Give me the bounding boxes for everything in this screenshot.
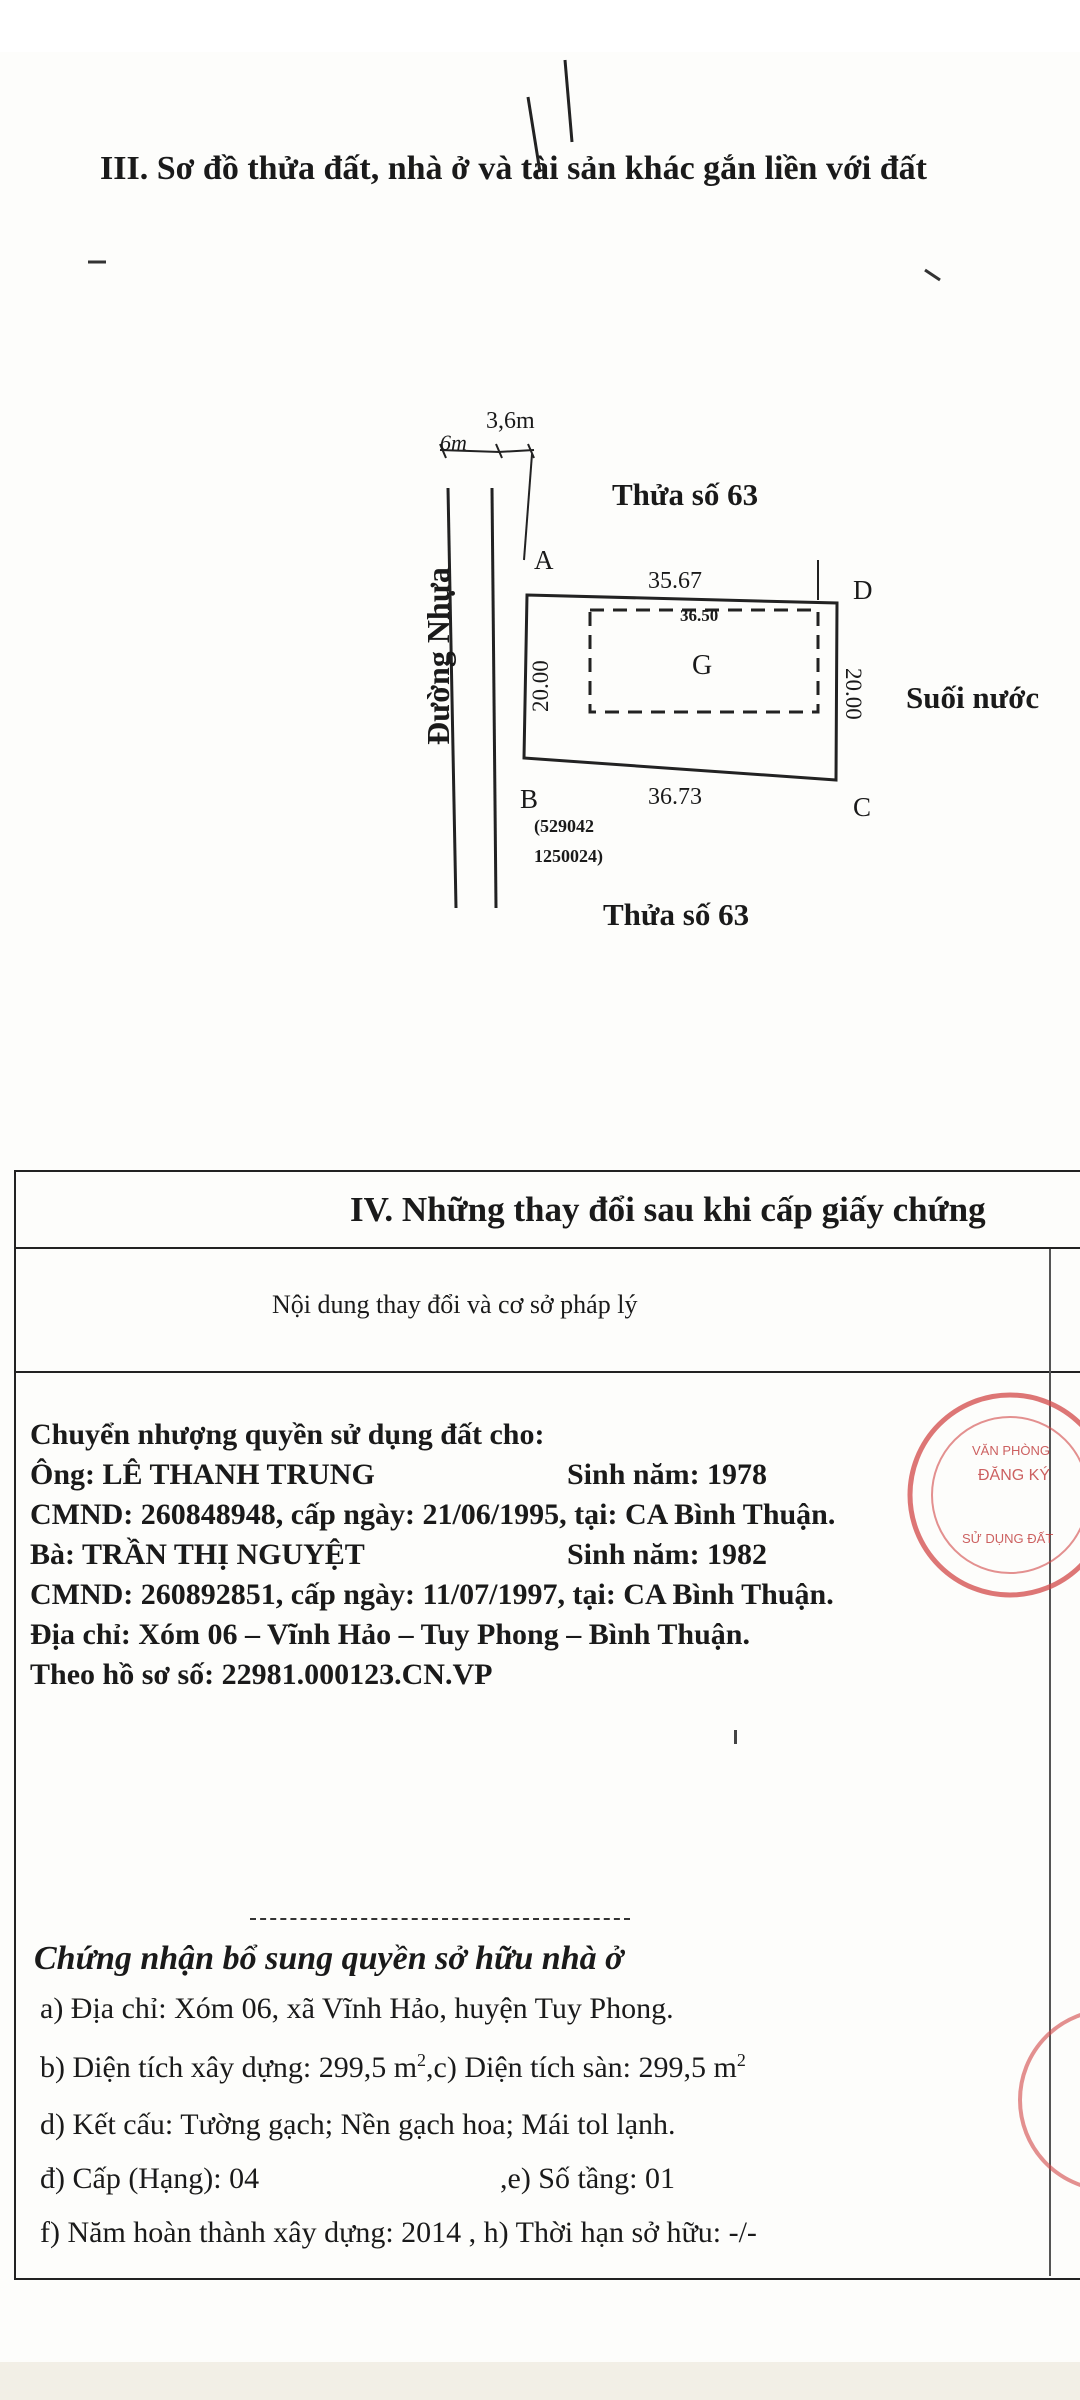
edge-ab-length: 20.00 [528, 660, 553, 712]
person1-birth: Sinh năm: 1978 [567, 1458, 768, 1491]
coord-line-1: (529042 [534, 816, 594, 836]
supplement-dd: đ) Cấp (Hạng): 04 [40, 2162, 260, 2195]
supplement-b [40, 2050, 746, 2085]
pen-dot [734, 1730, 737, 1744]
file-number: Theo hồ sơ số: 22981.000123.CN.VP [30, 1658, 493, 1691]
transfer-heading: Chuyển nhượng quyền sử dụng đất cho: [30, 1418, 545, 1451]
east-label: Suối nước [906, 680, 1040, 715]
sup-2b: 2 [736, 2050, 746, 2070]
dashed-separator [250, 1918, 630, 1920]
vertex-a: A [534, 545, 554, 575]
person1-name: Ông: LÊ THANH TRUNG [30, 1458, 375, 1491]
pen-marks [0, 52, 1080, 352]
coord-line-2: 1250024) [534, 846, 603, 866]
address-line: Địa chỉ: Xóm 06 – Vĩnh Hảo – Tuy Phong – Bình Thuận. [30, 1618, 750, 1651]
partial-stamp [1010, 2000, 1080, 2210]
road-label: Đường Nhựa [420, 567, 456, 745]
supplement-f: f) Năm hoàn thành xây dựng: 2014 , h) Thời hạn sở hữu: -/- [40, 2216, 757, 2249]
supplement-a: a) Địa chỉ: Xóm 06, xã Vĩnh Hảo, huyện Tuy Phong. [40, 1992, 674, 2025]
road-width-label: 6m [440, 430, 467, 455]
svg-text:VĂN PHÒNG: VĂN PHÒNG [972, 1443, 1051, 1458]
house-label: G [692, 650, 713, 681]
section4-title: IV. Những thay đổi sau khi cấp giấy chứng [350, 1190, 986, 1229]
supplement-heading: Chứng nhận bổ sung quyền sở hữu nhà ở [34, 1940, 624, 1977]
vertex-d: D [853, 575, 873, 605]
north-parcel-label: Thửa số 63 [612, 477, 759, 512]
supplement-b-text: b) Diện tích xây dựng: 299,5 m [40, 2051, 418, 2084]
supplement-d: d) Kết cấu: Tường gạch; Nền gạch hoa; Mái tol lạnh. [40, 2108, 676, 2141]
edge-bc-length: 36.73 [648, 784, 702, 810]
svg-text:SỬ DỤNG ĐẤT: SỬ DỤNG ĐẤT [962, 1531, 1054, 1546]
column-header: Nội dung thay đổi và cơ sở pháp lý [272, 1290, 638, 1319]
sup-2: 2 [417, 2050, 427, 2070]
section3-title: III. Sơ đồ thửa đất, nhà ở và tài sản khác gắn liền với đất [100, 150, 927, 187]
edge-dc-length: 20.00 [841, 668, 866, 720]
person1-id: CMND: 260848948, cấp ngày: 21/06/1995, tại: CA Bình Thuận. [30, 1498, 836, 1531]
top-margin [0, 0, 1080, 52]
setback-label: 3,6m [486, 408, 535, 434]
official-stamp [880, 1385, 1080, 1635]
south-parcel-label: Thửa số 63 [603, 897, 750, 932]
house-width: 36.50 [680, 606, 719, 625]
person2-birth: Sinh năm: 1982 [567, 1538, 768, 1571]
svg-text:ĐĂNG KÝ: ĐĂNG KÝ [978, 1467, 1051, 1484]
person2-id: CMND: 260892851, cấp ngày: 11/07/1997, tại: CA Bình Thuận. [30, 1578, 834, 1611]
supplement-e: ,e) Số tầng: 01 [500, 2162, 675, 2195]
supplement-c-text: ,c) Diện tích sàn: 299,5 m [426, 2051, 737, 2084]
vertex-b: B [520, 784, 539, 814]
bottom-margin [0, 2362, 1080, 2400]
edge-ad-length: 35.67 [648, 568, 702, 594]
person2-name: Bà: TRẦN THỊ NGUYỆT [30, 1538, 365, 1571]
vertex-c: C [853, 792, 872, 822]
